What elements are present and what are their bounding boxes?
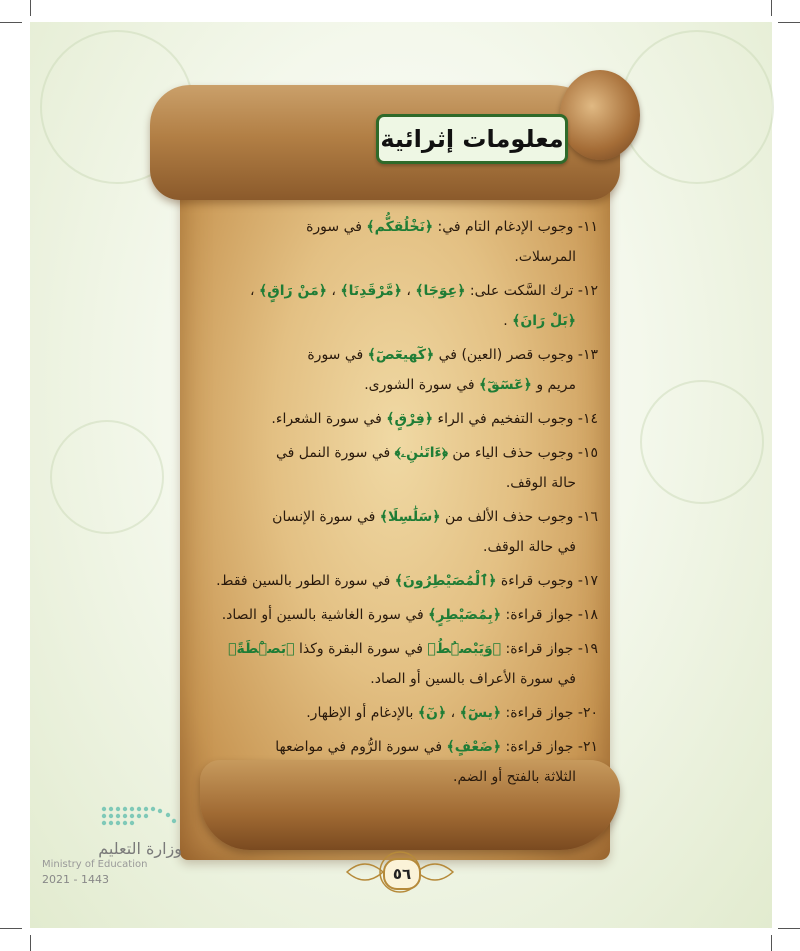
- list-item-line: [200, 306, 598, 336]
- rule-text: ،: [326, 283, 341, 299]
- ministry-name-english: Ministry of Education: [42, 859, 148, 870]
- list-item-line: [200, 212, 598, 242]
- rule-text: ١٨- جواز قراءة:: [501, 607, 598, 623]
- crop-mark: [771, 0, 772, 16]
- list-item-line: [200, 468, 598, 498]
- background-ornament: [620, 30, 774, 184]
- scroll-curl: [560, 70, 640, 160]
- list-item-line: [200, 438, 598, 468]
- background-ornament: [640, 380, 764, 504]
- quran-word: ﴿مَّرْقَدِنَا﴾: [340, 283, 402, 299]
- background-ornament: [50, 420, 164, 534]
- rule-text: ١٩- جواز قراءة:: [501, 641, 598, 657]
- page-number: ٥٦: [392, 865, 412, 883]
- quran-word: ﴿ءَاتَىٰنِۦ﴾: [394, 445, 448, 461]
- page-number-frame: [383, 858, 421, 890]
- page-title: معلومات إثرائية: [380, 125, 564, 153]
- rule-text: في سورة البقرة وكذا: [294, 641, 428, 657]
- list-item-line: [200, 664, 598, 694]
- quran-word: ﴿بَصْۜطَةً﴾: [228, 641, 295, 657]
- crop-mark: [30, 0, 31, 16]
- logo-dots-icon: [98, 803, 178, 831]
- quran-word: ﴿عِوَجَا﴾: [415, 283, 466, 299]
- rule-text: ،: [446, 705, 460, 721]
- quran-word: ﴿ضَعْفٍ﴾: [446, 739, 502, 755]
- list-item: [200, 276, 598, 336]
- rule-text: بالإدغام أو الإظهار.: [306, 705, 418, 721]
- quran-word: ﴿بِمُصَيْطِرٍ﴾: [428, 607, 502, 623]
- rule-text: حالة الوقف.: [505, 475, 576, 491]
- list-item-line: [200, 276, 598, 306]
- enrichment-list: [200, 212, 598, 796]
- list-item: [200, 340, 598, 400]
- rule-text: ١٤- وجوب التفخيم في الراء: [433, 411, 598, 427]
- crop-mark: [771, 935, 772, 951]
- quran-word: ﴿وَيَبْصُۜطُ﴾: [427, 641, 502, 657]
- rule-text: ،: [401, 283, 416, 299]
- quran-word: ﴿فِرْقٍ﴾: [386, 411, 434, 427]
- rule-text: ١٢- ترك السَّكت على:: [465, 283, 598, 299]
- list-item-line: [200, 634, 598, 664]
- quran-word: ﴿عٓسٓقٓ﴾: [479, 377, 532, 393]
- rule-text: مريم و: [531, 377, 576, 393]
- list-item: [200, 404, 598, 434]
- rule-text: في سورة: [307, 347, 368, 363]
- list-item: [200, 566, 598, 596]
- rule-text: الثلاثة بالفتح أو الضم.: [453, 769, 576, 785]
- rule-text: المرسلات.: [514, 249, 576, 265]
- ministry-name-arabic: وزارة التعليم: [98, 839, 182, 858]
- list-item: [200, 634, 598, 694]
- list-item: [200, 732, 598, 792]
- rule-text: في سورة الأعراف بالسين أو الصاد.: [370, 671, 576, 687]
- quran-word: ﴿نٓ﴾: [417, 705, 447, 721]
- list-item-line: [200, 600, 598, 630]
- rule-text: ١٥- وجوب حذف الياء من: [447, 445, 598, 461]
- crop-mark: [0, 928, 22, 929]
- edition-year: 2021 - 1443: [42, 873, 109, 886]
- rule-text: في سورة الرُّوم في مواضعها: [275, 739, 447, 755]
- quran-word: ﴿نَخْلُقكُّم﴾: [366, 219, 434, 235]
- rule-text: ٢٠- جواز قراءة:: [501, 705, 598, 721]
- quran-word: ﴿يسٓ﴾: [459, 705, 502, 721]
- rule-text: .: [503, 313, 513, 329]
- list-item-line: [200, 242, 598, 272]
- crop-mark: [778, 928, 800, 929]
- rule-text: في سورة الغاشية بالسين أو الصاد.: [221, 607, 429, 623]
- rule-text: ١٣- وجوب قصر (العين) في: [434, 347, 598, 363]
- list-item-line: [200, 732, 598, 762]
- list-item-line: [200, 698, 598, 728]
- rule-text: في سورة النمل في: [275, 445, 395, 461]
- list-item: [200, 600, 598, 630]
- quran-word: ﴿مَنْ رَاقٍ﴾: [259, 283, 327, 299]
- list-item: [200, 438, 598, 498]
- page-number-ornament: [345, 850, 455, 894]
- rule-text: في سورة الإنسان: [272, 509, 380, 525]
- quran-word: ﴿بَلْ رَانَ﴾: [512, 313, 576, 329]
- quran-word: ﴿سَلَٰسِلَا﴾: [379, 509, 441, 525]
- rule-text: في سورة الطور بالسين فقط.: [216, 573, 395, 589]
- list-item-line: [200, 566, 598, 596]
- list-item-line: [200, 502, 598, 532]
- list-item: [200, 698, 598, 728]
- crop-mark: [30, 935, 31, 951]
- list-item: [200, 502, 598, 562]
- rule-text: في سورة: [306, 219, 367, 235]
- crop-mark: [778, 22, 800, 23]
- list-item-line: [200, 532, 598, 562]
- crop-mark: [0, 22, 22, 23]
- rule-text: ،: [250, 283, 260, 299]
- list-item-line: [200, 370, 598, 400]
- list-item-line: [200, 404, 598, 434]
- rule-text: ١٦- وجوب حذف الألف من: [440, 509, 598, 525]
- rule-text: في سورة الشعراء.: [271, 411, 387, 427]
- quran-word: ﴿ٱلْمُصَيْطِرُونَ﴾: [394, 573, 497, 589]
- rule-text: ١٧- وجوب قراءة: [496, 573, 598, 589]
- rule-text: ٢١- جواز قراءة:: [501, 739, 598, 755]
- ministry-logo: [42, 803, 182, 885]
- title-box: [376, 114, 568, 164]
- list-item-line: [200, 340, 598, 370]
- rule-text: ١١- وجوب الإدغام التام في:: [433, 219, 598, 235]
- list-item-line: [200, 762, 598, 792]
- rule-text: في سورة الشورى.: [364, 377, 480, 393]
- quran-word: ﴿كٓهيعٓصٓ﴾: [367, 347, 435, 363]
- rule-text: في حالة الوقف.: [483, 539, 576, 555]
- list-item: [200, 212, 598, 272]
